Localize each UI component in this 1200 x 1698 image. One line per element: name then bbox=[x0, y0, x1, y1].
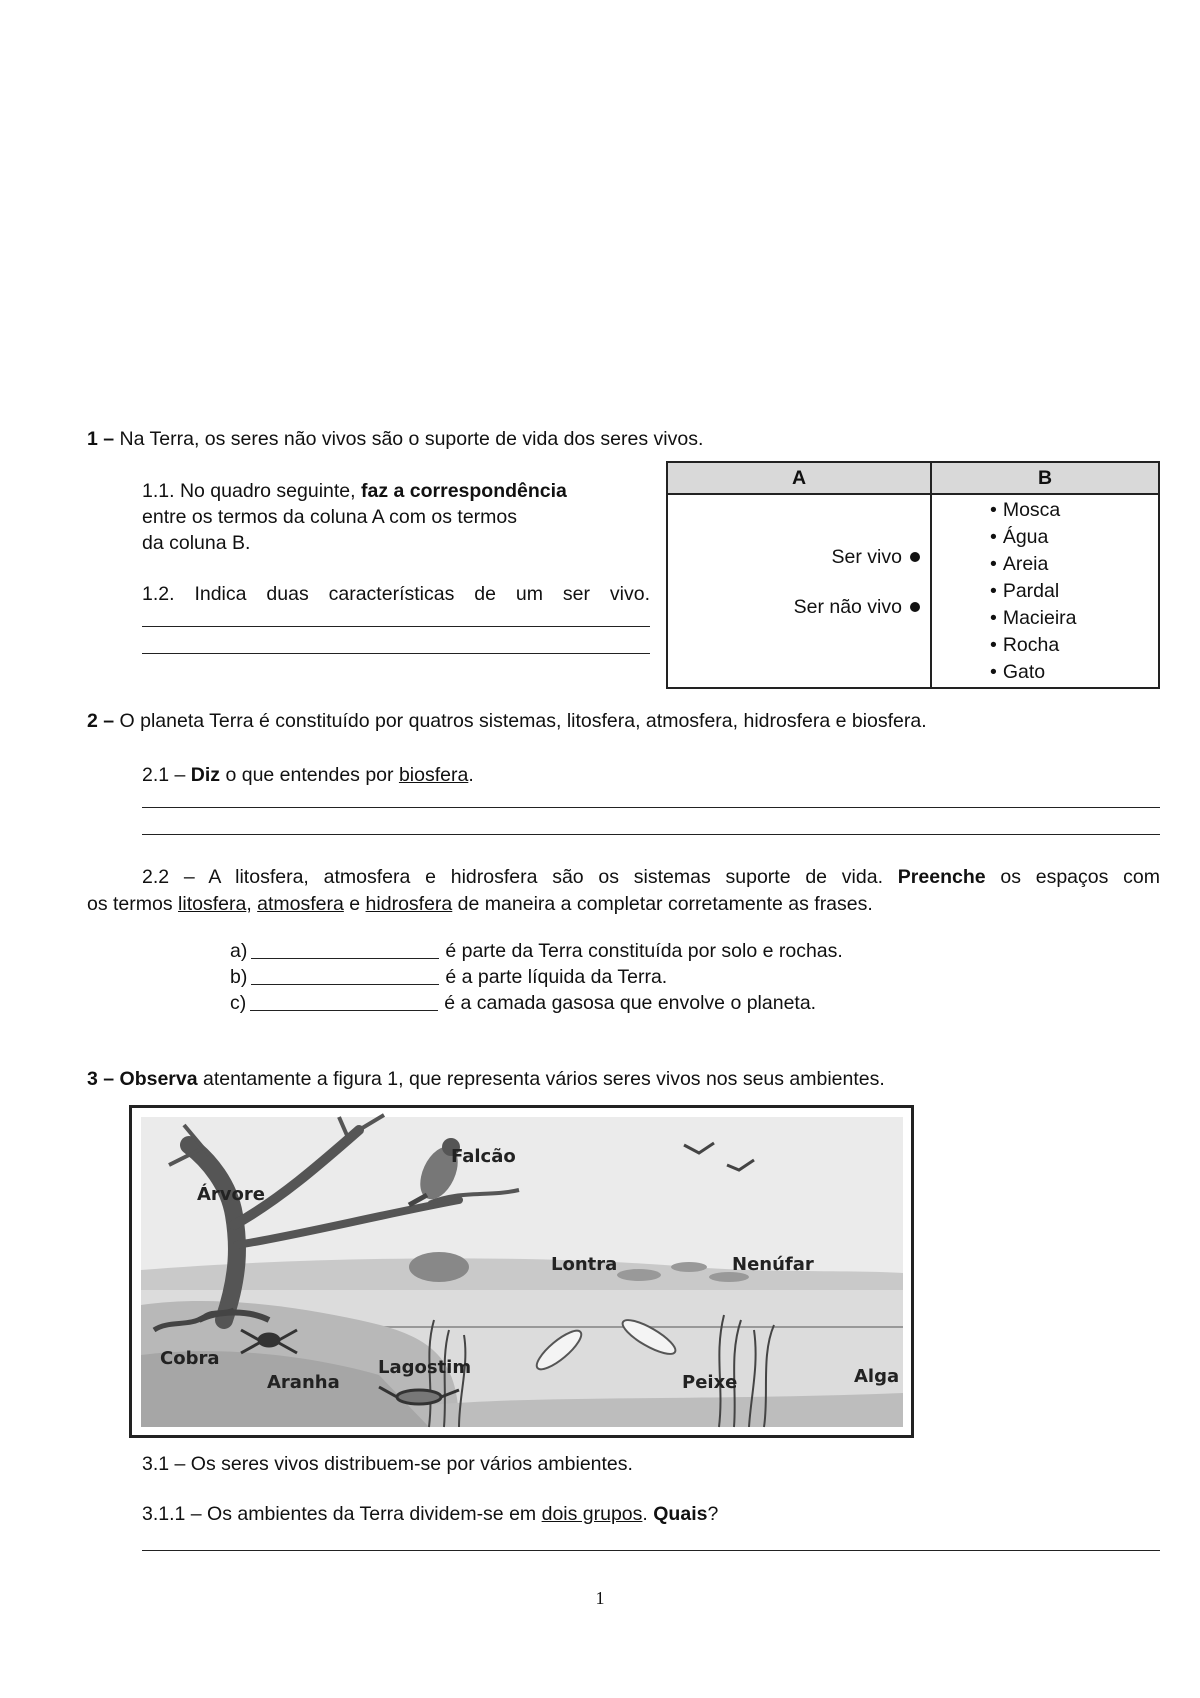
answer-line[interactable] bbox=[142, 653, 650, 654]
fill-in-blank[interactable] bbox=[250, 993, 438, 1011]
question-2 bbox=[87, 710, 927, 733]
figure-label-aranha: Aranha bbox=[267, 1372, 340, 1393]
match-item-b[interactable]: • Água bbox=[990, 524, 1157, 551]
instruction-text: da coluna B. bbox=[142, 532, 251, 554]
match-item-b[interactable]: • Mosca bbox=[990, 497, 1157, 524]
answer-line[interactable] bbox=[142, 626, 650, 627]
column-a-header: A bbox=[667, 462, 931, 494]
question-text: atentamente a figura 1, que representa vários seres vivos nos seus ambientes. bbox=[197, 1068, 885, 1090]
question-text: Na Terra, os seres não vivos são o suporte de vida dos seres vivos. bbox=[119, 428, 704, 450]
figure-label-lagostim: Lagostim bbox=[378, 1357, 472, 1378]
otter-illustration bbox=[409, 1252, 469, 1282]
answer-line[interactable] bbox=[142, 834, 1160, 835]
question-text: O planeta Terra é constituído por quatros sistemas, litosfera, atmosfera, hidrosfera e biosfera. bbox=[119, 710, 927, 732]
question-1 bbox=[87, 428, 703, 451]
figure-label-lontra: Lontra bbox=[551, 1254, 618, 1275]
question-number: 1 – bbox=[87, 428, 115, 450]
page-number: 1 bbox=[595, 1588, 605, 1608]
fill-in-item: b) é a parte líquida da Terra. bbox=[230, 966, 668, 988]
answer-line[interactable] bbox=[142, 1550, 1160, 1551]
question-1-2: 1.2. Indica duas características de um ser vivo. bbox=[142, 583, 650, 605]
fill-in-blank[interactable] bbox=[251, 967, 439, 985]
match-item-b[interactable]: • Areia bbox=[990, 551, 1157, 578]
question-number: 3 – bbox=[87, 1068, 115, 1090]
question-3 bbox=[87, 1068, 885, 1091]
match-item-b[interactable]: • Gato bbox=[990, 659, 1157, 686]
match-item-a[interactable]: Ser não vivo bbox=[669, 596, 920, 619]
fill-in-blank[interactable] bbox=[251, 941, 439, 959]
question-3-1: 3.1 – Os seres vivos distribuem-se por vários ambientes. bbox=[142, 1453, 633, 1475]
instruction-bold: Observa bbox=[119, 1068, 198, 1090]
column-b-header: B bbox=[931, 462, 1159, 494]
instruction-bold: faz a correspondência bbox=[361, 480, 567, 502]
figure-label-falcao: Falcão bbox=[451, 1146, 516, 1167]
figure-label-cobra: Cobra bbox=[160, 1348, 220, 1369]
fill-in-item: c) é a camada gasosa que envolve o planeta. bbox=[230, 992, 817, 1014]
column-b bbox=[931, 494, 1159, 688]
figure-label-peixe: Peixe bbox=[682, 1372, 738, 1393]
figure-label-arvore: Árvore bbox=[197, 1184, 265, 1205]
instruction-text: entre os termos da coluna A com os termos bbox=[142, 506, 518, 528]
ecosystem-figure bbox=[129, 1105, 914, 1438]
match-item-b[interactable]: • Rocha bbox=[990, 632, 1157, 659]
question-3-1-1: 3.1.1 – Os ambientes da Terra dividem-se em dois grupos. Quais? bbox=[142, 1503, 719, 1525]
instruction-text: 1.1. No quadro seguinte, bbox=[142, 480, 361, 502]
match-dot[interactable] bbox=[910, 552, 920, 562]
match-dot[interactable] bbox=[910, 602, 920, 612]
question-number: 2 – bbox=[87, 710, 115, 732]
match-item-b[interactable]: • Pardal bbox=[990, 578, 1157, 605]
match-item-b[interactable]: • Macieira bbox=[990, 605, 1157, 632]
matching-table bbox=[666, 461, 1160, 689]
question-2-2: 2.2 – A litosfera, atmosfera e hidrosfera são os sistemas suporte de vida. Preenche os espaços com os termos litosfera, atmosfera e hidrosfera de maneira a completar corretamente as frases. bbox=[87, 866, 1160, 915]
question-1-1 bbox=[142, 478, 567, 556]
column-a bbox=[667, 494, 931, 688]
figure-label-alga: Alga bbox=[854, 1366, 900, 1387]
question-2-1: 2.1 – Diz o que entendes por biosfera. bbox=[142, 764, 474, 786]
match-item-a[interactable]: Ser vivo bbox=[669, 546, 920, 569]
answer-line[interactable] bbox=[142, 807, 1160, 808]
figure-label-nenufar: Nenúfar bbox=[732, 1254, 814, 1275]
fill-in-list bbox=[230, 938, 843, 1016]
fill-in-item: a) é parte da Terra constituída por solo e rochas. bbox=[230, 940, 843, 962]
